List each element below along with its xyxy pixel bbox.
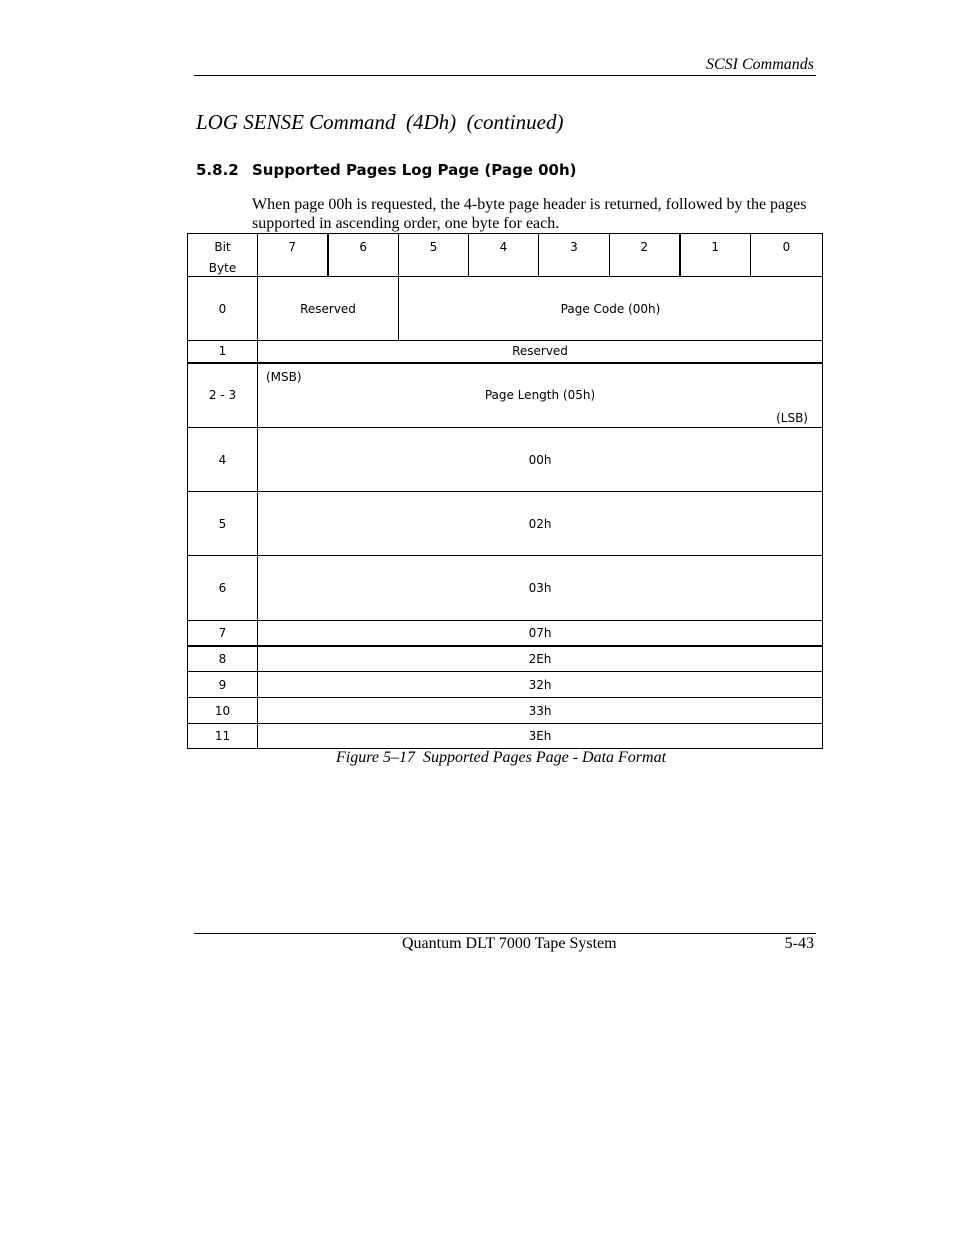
reserved-field: Reserved [258, 341, 823, 363]
page-value: 02h [258, 492, 823, 556]
byte-label: Byte [208, 261, 237, 275]
page-value: 07h [258, 621, 823, 646]
running-head: SCSI Commands [705, 56, 814, 73]
byte-number: 7 [188, 621, 258, 646]
subsection-heading [196, 161, 577, 179]
table-row [188, 277, 823, 341]
byte-number: 4 [188, 428, 258, 492]
footer-title: Quantum DLT 7000 Tape System [402, 935, 617, 952]
byte-number: 6 [188, 556, 258, 621]
page-length-label: Page Length (05h) [484, 388, 596, 403]
data-format-table [187, 233, 823, 749]
section-title: LOG SENSE Command (4Dh) (continued) [196, 110, 564, 134]
bit-label: Bit [214, 240, 231, 254]
bit-4: 4 [469, 234, 539, 277]
reserved-field: Reserved [258, 277, 399, 341]
bit-0: 0 [751, 234, 823, 277]
header-rule [194, 75, 816, 76]
subsection-number: 5.8.2 [196, 161, 239, 179]
page-value: 33h [258, 698, 823, 724]
page-value: 2Eh [258, 646, 823, 672]
byte-number: 10 [188, 698, 258, 724]
byte-number: 0 [188, 277, 258, 341]
byte-number: 5 [188, 492, 258, 556]
byte-number: 8 [188, 646, 258, 672]
table-row [188, 646, 823, 672]
page-value: 3Eh [258, 724, 823, 749]
table-row [188, 341, 823, 363]
bit-5: 5 [399, 234, 469, 277]
bit-header-row [188, 234, 823, 277]
table-row [188, 724, 823, 749]
bit-7: 7 [258, 234, 328, 277]
bit-1: 1 [680, 234, 751, 277]
table-row [188, 428, 823, 492]
bit-2: 2 [610, 234, 680, 277]
byte-number: 2 - 3 [188, 363, 258, 428]
bit-6: 6 [328, 234, 399, 277]
page-value: 03h [258, 556, 823, 621]
byte-number: 1 [188, 341, 258, 363]
page-number: 5-43 [784, 935, 814, 952]
footer-rule [194, 933, 816, 934]
table-row [188, 698, 823, 724]
table-row [188, 621, 823, 646]
page-code-field: Page Code (00h) [399, 277, 823, 341]
intro-paragraph: When page 00h is requested, the 4-byte page header is returned, followed by the pages supported in ascending order, one byte for each. [252, 196, 807, 232]
table-row [188, 556, 823, 621]
page-length-field [258, 363, 823, 428]
figure-caption: Figure 5–17 Supported Pages Page - Data Format [336, 749, 667, 766]
subsection-title: Supported Pages Log Page (Page 00h) [252, 161, 577, 179]
table-row [188, 672, 823, 698]
table-row [188, 492, 823, 556]
lsb-marker: (LSB) [776, 411, 808, 425]
page-value: 32h [258, 672, 823, 698]
msb-marker: (MSB) [266, 369, 302, 384]
bit-3: 3 [539, 234, 610, 277]
bit-byte-corner [188, 234, 258, 277]
byte-number: 9 [188, 672, 258, 698]
byte-number: 11 [188, 724, 258, 749]
table-row [188, 363, 823, 428]
page-value: 00h [258, 428, 823, 492]
